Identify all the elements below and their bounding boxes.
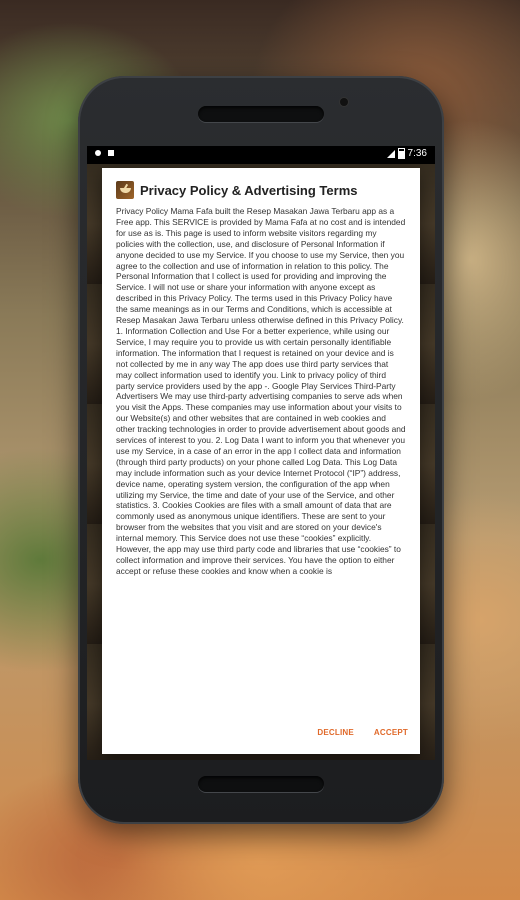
dialog-body-text[interactable]: Privacy Policy Mama Fafa built the Resep Masakan Jawa Terbaru app as a Free app. This SERVICE is provided by Mama Fafa at no cost and is intended for use as is. This page is used to inform website visitors regarding my policies with the collection, use, and disclosure of Personal Information if anyone decided to use my Service. If you choose to use my Service, then you agree to the collection and use of information in relation to this policy. The Personal Information that I collect is used for providing and improving the Service. I will not use or share your information with anyone except as described in this Privacy Policy. The terms used in this Privacy Policy have the same meanings as in our Terms and Conditions, which is accessible at Resep Masakan Jawa Terbaru unless otherwise defined in this Privacy Policy. 1. Information Collection and Use For a better experience, while using our Service, I may require you to provide us with certain personally identifiable information. The information that I request is retained on your device and is not collected by me in any way The app does use third party services that may collect information used to identify you. Link to privacy policy of third party service providers used by the app -. Google Play Services Third-Party Advertisers We may use third-party advertising companies to serve ads when you visit the Apps. These companies may use information about your visits to our Website(s) and other websites that are contained in web cookies and other tracking technologies in order to provide advertisement about goods and services of interest to you. 2. Log Data I want to inform you that whenever you use my Service, in a case of an error in the app I collect data and information (through third party products) on your phone called Log Data. This Log Data may include information such as your device Internet Protocol (“IP”) address, device name, operating system version, the configuration of the app when utilizing my Service, the time and date of your use of the Service, and other statistics. 3. Cookies Cookies are files with a small amount of data that are commonly used as anonymous unique identifiers. These are sent to your browser from the websites that you visit and are stored on your device's internal memory. This Service does not use these “cookies” explicitly. However, the app may use third party code and libraries that use “cookies” to collect information and improve their services. You have the option to either accept or refuse these cookies and know when a cookie is — [116, 206, 406, 576]
status-bar — [87, 146, 435, 164]
notification-dot-icon — [95, 150, 101, 156]
privacy-policy-dialog — [102, 168, 420, 754]
accept-button[interactable]: ACCEPT — [373, 728, 408, 737]
signal-icon — [387, 150, 395, 158]
phone-screen — [87, 146, 435, 760]
status-time: 7:36 — [407, 148, 427, 159]
front-camera — [340, 98, 348, 106]
bottom-speaker — [198, 776, 324, 792]
battery-icon — [398, 148, 405, 159]
dialog-actions — [317, 728, 408, 737]
dialog-header — [116, 181, 357, 199]
decline-button[interactable]: DECLINE — [317, 728, 354, 737]
notification-square-icon — [108, 150, 114, 156]
phone-frame — [78, 76, 444, 824]
earpiece-speaker — [198, 106, 324, 122]
app-logo-icon — [116, 181, 134, 199]
dialog-title: Privacy Policy & Advertising Terms — [140, 182, 358, 198]
